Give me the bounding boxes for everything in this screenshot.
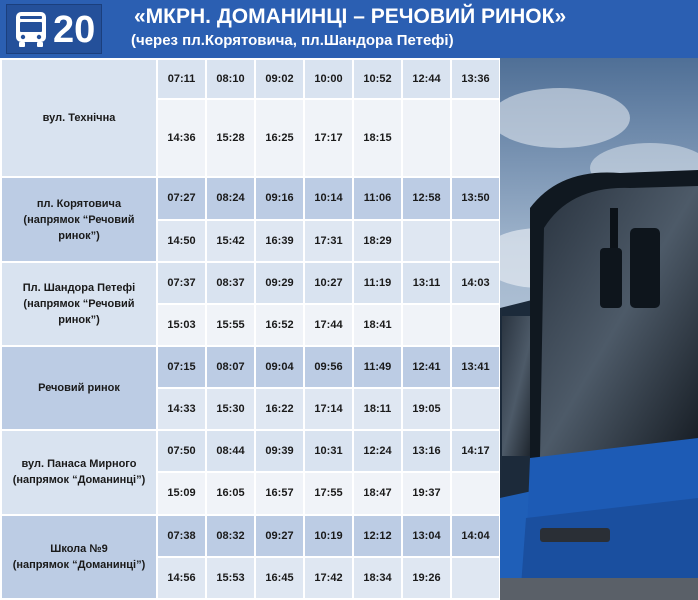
departure-time: 09:56	[304, 346, 353, 388]
route-subtitle: (через пл.Корятовича, пл.Шандора Петефі)	[131, 32, 454, 49]
departure-time: 17:14	[304, 388, 353, 430]
stop-name-line: (напрямок “Речовий	[23, 213, 135, 226]
departure-time: 14:03	[451, 262, 500, 304]
route-badge	[6, 4, 102, 54]
departure-time: 18:11	[353, 388, 402, 430]
departure-time: 15:30	[206, 388, 255, 430]
header-banner	[0, 0, 698, 58]
bus-icon	[13, 11, 49, 49]
stop-name-line: ринок”)	[58, 313, 100, 326]
timetable-row	[1, 177, 500, 219]
departure-time: 13:04	[402, 515, 451, 557]
departure-time: 11:49	[353, 346, 402, 388]
stop-name	[1, 59, 157, 177]
departure-time: 13:11	[402, 262, 451, 304]
departure-time: 15:42	[206, 220, 255, 262]
departure-time: 16:05	[206, 472, 255, 514]
departure-time: 07:15	[157, 346, 206, 388]
departure-time: 13:16	[402, 430, 451, 472]
departure-time: 14:50	[157, 220, 206, 262]
departure-time: 10:14	[304, 177, 353, 219]
departure-time: 10:19	[304, 515, 353, 557]
departure-time: 19:05	[402, 388, 451, 430]
departure-time: 15:03	[157, 304, 206, 346]
departure-time	[451, 557, 500, 599]
stop-name-line: вул. Технічна	[42, 112, 116, 125]
departure-time: 07:37	[157, 262, 206, 304]
departure-time: 08:44	[206, 430, 255, 472]
route-title: «МКРН. ДОМАНИНЦІ – РЕЧОВИЙ РИНОК»	[134, 5, 567, 28]
departure-time	[451, 304, 500, 346]
departure-time: 18:34	[353, 557, 402, 599]
departure-time	[451, 388, 500, 430]
departure-time: 10:52	[353, 59, 402, 99]
departure-time: 12:58	[402, 177, 451, 219]
departure-time: 11:06	[353, 177, 402, 219]
departure-time: 14:56	[157, 557, 206, 599]
timetable-row	[1, 262, 500, 304]
departure-time: 09:16	[255, 177, 304, 219]
departure-time: 14:04	[451, 515, 500, 557]
departure-time: 12:24	[353, 430, 402, 472]
timetable-row	[1, 346, 500, 388]
departure-time: 16:25	[255, 99, 304, 177]
departure-time: 16:45	[255, 557, 304, 599]
stop-name-line: вул. Панаса Мирного	[21, 458, 137, 471]
departure-time: 17:44	[304, 304, 353, 346]
timetable-row	[1, 515, 500, 557]
departure-time: 18:15	[353, 99, 402, 177]
departure-time: 09:29	[255, 262, 304, 304]
departure-time: 07:50	[157, 430, 206, 472]
departure-time: 10:00	[304, 59, 353, 99]
departure-time: 14:17	[451, 430, 500, 472]
departure-time: 15:09	[157, 472, 206, 514]
departure-time: 15:55	[206, 304, 255, 346]
departure-time: 08:10	[206, 59, 255, 99]
stop-name-line: Школа №9	[50, 542, 108, 555]
departure-time: 08:37	[206, 262, 255, 304]
stop-name-line: Речовий ринок	[38, 382, 120, 395]
departure-time: 16:57	[255, 472, 304, 514]
departure-time: 12:44	[402, 59, 451, 99]
timetable	[0, 58, 501, 600]
departure-time: 11:19	[353, 262, 402, 304]
departure-time	[451, 220, 500, 262]
departure-time: 19:37	[402, 472, 451, 514]
departure-time: 08:07	[206, 346, 255, 388]
departure-time: 07:38	[157, 515, 206, 557]
stop-name-line: пл. Корятовича	[36, 197, 122, 210]
bus-photo	[500, 58, 698, 600]
stop-name-line: (напрямок “Доманинці”)	[12, 474, 146, 487]
departure-time: 07:27	[157, 177, 206, 219]
departure-time: 19:26	[402, 557, 451, 599]
departure-time: 15:53	[206, 557, 255, 599]
departure-time: 18:47	[353, 472, 402, 514]
departure-time: 12:12	[353, 515, 402, 557]
departure-time	[402, 304, 451, 346]
departure-time: 14:33	[157, 388, 206, 430]
departure-time: 10:31	[304, 430, 353, 472]
stop-name	[1, 346, 157, 430]
departure-time: 09:02	[255, 59, 304, 99]
stop-name	[1, 262, 157, 346]
departure-time: 15:28	[206, 99, 255, 177]
departure-time: 09:04	[255, 346, 304, 388]
departure-time: 13:36	[451, 59, 500, 99]
stop-name-line: (напрямок “Речовий	[23, 297, 135, 310]
departure-time	[451, 99, 500, 177]
departure-time: 08:24	[206, 177, 255, 219]
departure-time: 16:22	[255, 388, 304, 430]
timetable-row	[1, 59, 500, 99]
route-number: 20	[53, 9, 96, 51]
departure-time: 14:36	[157, 99, 206, 177]
departure-time: 17:31	[304, 220, 353, 262]
stop-name-line: Пл. Шандора Петефі	[22, 281, 136, 294]
stop-name	[1, 515, 157, 599]
departure-time: 07:11	[157, 59, 206, 99]
departure-time	[402, 99, 451, 177]
departure-time: 13:50	[451, 177, 500, 219]
departure-time: 09:27	[255, 515, 304, 557]
departure-time: 18:29	[353, 220, 402, 262]
stop-name-line: (напрямок “Доманинці”)	[12, 558, 146, 571]
departure-time: 10:27	[304, 262, 353, 304]
departure-time: 12:41	[402, 346, 451, 388]
stop-name	[1, 430, 157, 514]
departure-time: 08:32	[206, 515, 255, 557]
departure-time: 18:41	[353, 304, 402, 346]
departure-time: 13:41	[451, 346, 500, 388]
departure-time	[402, 220, 451, 262]
stop-name-line: ринок”)	[58, 229, 100, 242]
departure-time	[451, 472, 500, 514]
stop-name	[1, 177, 157, 261]
departure-time: 17:55	[304, 472, 353, 514]
timetable-row	[1, 430, 500, 472]
departure-time: 16:52	[255, 304, 304, 346]
departure-time: 17:17	[304, 99, 353, 177]
departure-time: 16:39	[255, 220, 304, 262]
departure-time: 17:42	[304, 557, 353, 599]
departure-time: 09:39	[255, 430, 304, 472]
